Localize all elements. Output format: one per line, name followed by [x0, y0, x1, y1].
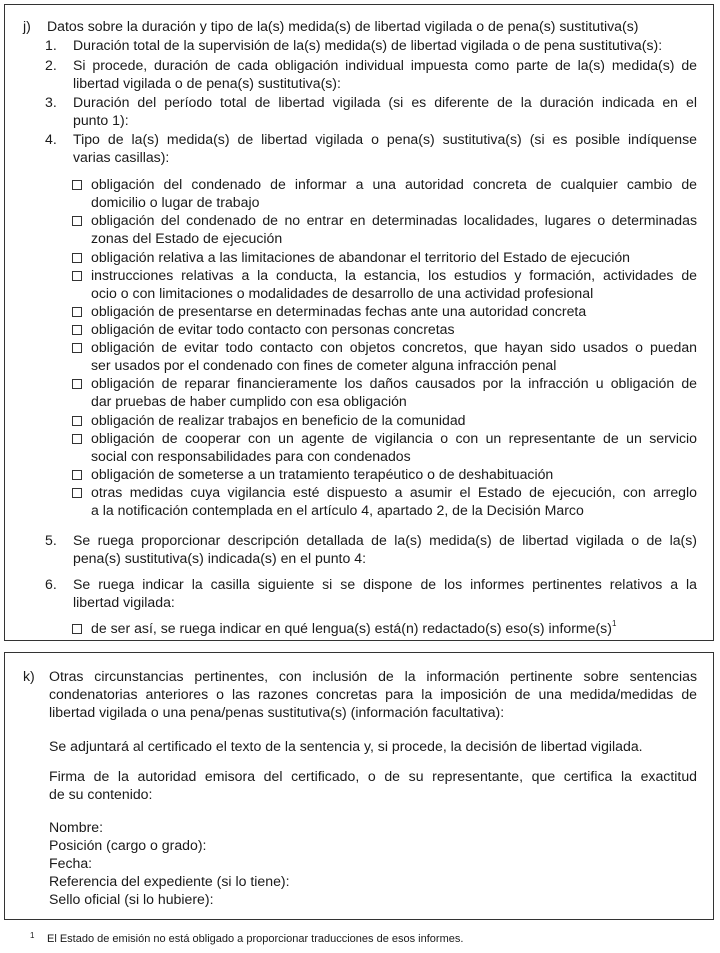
- item-5-number: 5.: [45, 532, 57, 548]
- language-checkbox-text: de ser así, se ruega indicar en qué lengua(s) está(n) redactado(s) eso(s) informe(s): [91, 620, 612, 636]
- item-2-line: Si procede, duración de cada obligación individual impuesta como parte de la(s) medida(s) de: [73, 57, 697, 73]
- measure-line: obligación del condenado de informar a una autoridad concreta de cualquier cambio de: [91, 176, 697, 192]
- section-k-intro-line: condenatorias anteriores o las razones concretas para la imposición de una medida/medidas de: [49, 686, 697, 702]
- section-j-letter: j): [23, 18, 31, 34]
- section-k-intro-line: Otras circunstancias pertinentes, con inclusión de la información pertinente sobre sentencias: [49, 668, 697, 684]
- footnote-text: El Estado de emisión no está obligado a proporcionar traducciones de esos informes.: [47, 933, 464, 945]
- measure-line: obligación de presentarse en determinadas fechas ante una autoridad concreta: [91, 303, 587, 319]
- measure-checkbox[interactable]: [72, 379, 82, 389]
- measure-line: obligación de cooperar con un agente de vigilancia o con un representante de un servicio: [91, 430, 697, 446]
- footnote-mark: 1: [30, 931, 35, 940]
- attachment-note: Se adjuntará al certificado el texto de la sentencia y, si procede, la decisión de libertad vigilada.: [49, 738, 643, 754]
- measure-checkbox[interactable]: [72, 434, 82, 444]
- field-official-stamp: Sello oficial (si lo hubiere):: [49, 891, 214, 907]
- measure-line: obligación de someterse a un tratamiento terapéutico o de deshabituación: [91, 466, 554, 482]
- measure-line: obligación de evitar todo contacto con personas concretas: [91, 321, 455, 337]
- measure-checkbox[interactable]: [72, 325, 82, 335]
- item-5-line: Se ruega proporcionar descripción detallada de la(s) medida(s) de libertad vigilada o de la(s): [73, 532, 697, 548]
- measure-checkbox[interactable]: [72, 180, 82, 190]
- measure-checkbox[interactable]: [72, 470, 82, 480]
- item-3-line: punto 1):: [73, 112, 129, 128]
- measure-checkbox[interactable]: [72, 416, 82, 426]
- field-name: Nombre:: [49, 819, 104, 835]
- measure-line: a la notificación contemplada en el artículo 4, apartado 2, de la Decisión Marco: [91, 502, 584, 518]
- field-position: Posición (cargo o grado):: [49, 837, 207, 853]
- field-file-reference: Referencia del expediente (si lo tiene):: [49, 873, 290, 889]
- measure-checkbox[interactable]: [72, 307, 82, 317]
- measure-line: obligación de realizar trabajos en beneficio de la comunidad: [91, 412, 466, 428]
- measure-line: zonas del Estado de ejecución: [91, 230, 283, 246]
- field-date: Fecha:: [49, 855, 93, 871]
- item-5-line: pena(s) sustitutiva(s) indicada(s) en el punto 4:: [73, 550, 366, 566]
- measure-checkbox[interactable]: [72, 343, 82, 353]
- measure-line: ser usados por el condenado con fines de cometer alguna infracción penal: [91, 357, 557, 373]
- signature-line: Firma de la autoridad emisora del certificado, o de su representante, que certifica la exactitud: [49, 768, 697, 784]
- item-4-number: 4.: [45, 131, 57, 147]
- section-k-letter: k): [23, 668, 35, 684]
- item-1-number: 1.: [45, 37, 57, 53]
- item-1-line: Duración total de la supervisión de la(s) medida(s) de libertad vigilada o de pena sustitutiva(s):: [73, 37, 663, 53]
- section-k-box: [4, 652, 714, 920]
- footnote-ref[interactable]: 1: [611, 619, 617, 629]
- measure-line: ocio o con limitaciones o modalidades de desarrollo de una actividad profesional: [91, 285, 594, 301]
- measure-line: otras medidas cuya vigilancia esté dispuesto a asumir el Estado de ejecución, con arreglo: [91, 484, 697, 500]
- measure-checkbox[interactable]: [72, 216, 82, 226]
- measure-line: domicilio o lugar de trabajo: [91, 194, 260, 210]
- item-3-line: Duración del período total de libertad vigilada (si es diferente de la duración indicada en el: [73, 94, 697, 110]
- item-4-line: Tipo de la(s) medida(s) de libertad vigilada o pena(s) sustitutiva(s) (si es posible indíquense: [73, 131, 697, 147]
- item-6-line: libertad vigilada:: [73, 594, 175, 610]
- item-6-number: 6.: [45, 576, 57, 592]
- measure-line: obligación de evitar todo contacto con objetos concretos, que hayan sido usados o puedan: [91, 339, 697, 355]
- item-6-line: Se ruega indicar la casilla siguiente si se dispone de los informes pertinentes relativos a la: [73, 576, 697, 592]
- item-2-number: 2.: [45, 57, 57, 73]
- item-3-number: 3.: [45, 94, 57, 110]
- measure-checkbox[interactable]: [72, 271, 82, 281]
- section-j-title: Datos sobre la duración y tipo de la(s) medida(s) de libertad vigilada o de pena(s) sustitutiva(s): [47, 18, 639, 34]
- measure-line: instrucciones relativas a la conducta, la estancia, los estudios y formación, actividades de: [91, 267, 697, 283]
- section-k-intro-line: libertad vigilada o una pena/penas sustitutiva(s) (información facultativa):: [49, 704, 505, 720]
- section-j-box: [4, 4, 714, 641]
- language-checkbox-label: [91, 619, 616, 637]
- measure-checkbox[interactable]: [72, 253, 82, 263]
- item-2-line: libertad vigilada o de pena(s) sustitutiva(s):: [73, 75, 341, 91]
- item-4-line: varias casillas):: [73, 149, 170, 165]
- measure-checkbox[interactable]: [72, 488, 82, 498]
- language-checkbox[interactable]: [72, 624, 82, 634]
- measure-line: obligación del condenado de no entrar en determinadas localidades, lugares o determinadas: [91, 212, 697, 228]
- measure-line: social con responsabilidades para con condenados: [91, 448, 411, 464]
- measure-line: dar pruebas de haber cumplido con esa obligación: [91, 393, 407, 409]
- signature-line: de su contenido:: [49, 786, 153, 802]
- measure-line: obligación relativa a las limitaciones de abandonar el territorio del Estado de ejecución: [91, 249, 631, 265]
- measure-line: obligación de reparar financieramente los daños causados por la infracción u obligación de: [91, 375, 697, 391]
